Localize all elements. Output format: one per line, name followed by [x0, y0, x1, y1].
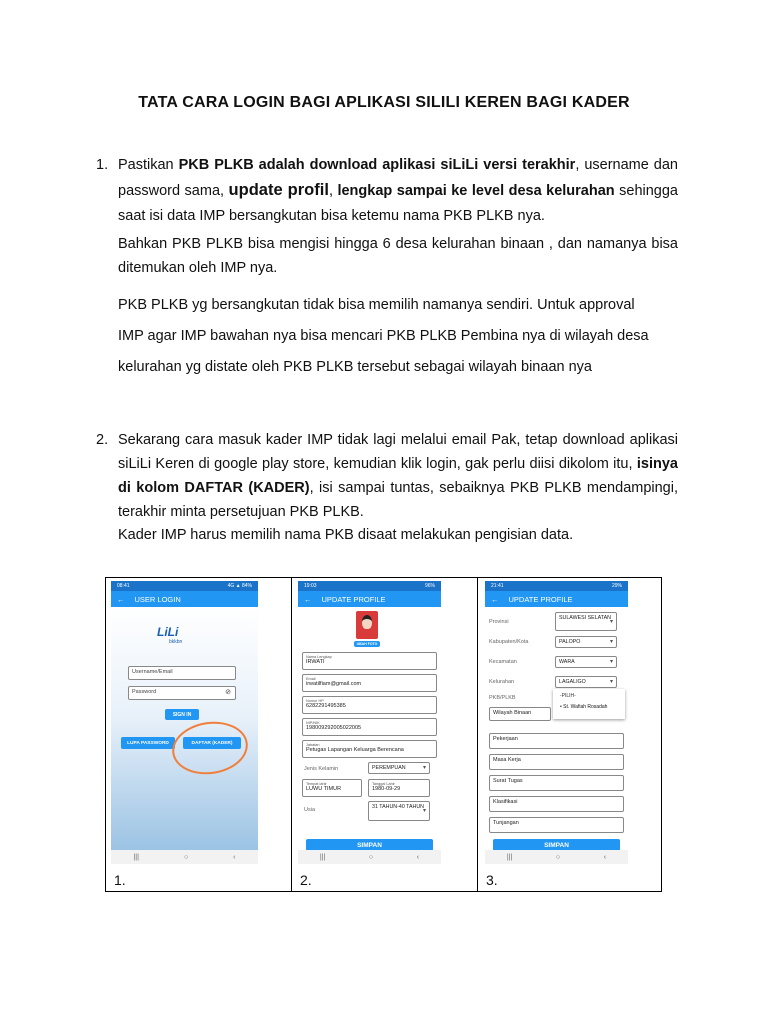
tanggal-lahir-field[interactable]: Tanggal Lahir 1980-09-29 [368, 779, 430, 797]
item1-paragraph3-line2: IMP agar IMP bawahan nya bisa mencari PKB PLKB Pembina nya di wilayah desa [118, 328, 649, 344]
app-logo: LiLi [157, 625, 179, 639]
wilayah-binaan-field[interactable]: Wilayah Binaan [489, 707, 551, 721]
item1-paragraph3-line3: kelurahan yg distate oleh PKB PLKB tersebut sebagai wilayah binaan nya [118, 359, 592, 375]
recents-icon[interactable]: ||| [319, 853, 326, 861]
nav-bar [111, 850, 258, 864]
phone-login [111, 581, 258, 864]
nav-bar [298, 850, 441, 864]
pkb-plkb-label: PKB/PLKB [489, 695, 516, 701]
pkb-option-wafiah[interactable]: • St. Wafiah Rosadah [560, 704, 608, 710]
back-icon[interactable]: ‹ [603, 853, 607, 861]
status-bar: 21:41 29% [485, 581, 628, 591]
screenshot-label-1: 1. [114, 872, 126, 888]
back-icon[interactable]: ‹ [233, 853, 236, 861]
password-input[interactable] [128, 686, 236, 700]
username-input[interactable]: Username/Email [128, 666, 236, 680]
item1-paragraph3-line1: PKB PLKB yg bersangkutan tidak bisa memilih namanya sendiri. Untuk approval [118, 297, 635, 313]
kabupaten-label: Kabupaten/Kota [489, 639, 529, 645]
kecamatan-select[interactable]: WARA ▾ [555, 656, 617, 668]
app-bar-title: USER LOGIN [134, 594, 181, 604]
list-number-2: 2. [96, 432, 109, 448]
item1-bold-update: update profil [228, 181, 329, 199]
item1-paragraph1 [118, 153, 678, 229]
back-arrow-icon[interactable]: ← [491, 594, 499, 604]
avatar-face-icon [362, 615, 372, 629]
pkb-option-pilih[interactable]: -PILIH- [560, 693, 576, 699]
usia-label: Usia [304, 807, 316, 813]
back-arrow-icon[interactable]: ← [304, 594, 312, 604]
back-icon[interactable]: ‹ [416, 853, 420, 861]
recents-icon[interactable]: ||| [133, 853, 139, 861]
app-bar-title: UPDATE PROFILE [508, 594, 573, 604]
kecamatan-label: Kecamatan [489, 659, 517, 665]
item2-bold-daftar: isinya di kolom DAFTAR (KADER) [118, 456, 678, 496]
simpan-button[interactable]: SIMPAN [306, 839, 433, 851]
screenshot-label-3: 3. [486, 872, 498, 888]
jenis-kelamin-label: Jenis Kelamin [304, 766, 339, 772]
app-bar-title: UPDATE PROFILE [321, 594, 386, 604]
nama-field[interactable]: Nama Lengkap IRWATI [302, 652, 437, 670]
nip-field[interactable]: NIP/NIK 198009292005022005 [302, 718, 437, 736]
usia-select[interactable]: 31 TAHUN-40 TAHUN ▾ [368, 801, 430, 821]
simpan-button[interactable]: SIMPAN [493, 839, 620, 851]
screenshot-cell-2 [292, 578, 478, 891]
item1-text: Pastikan [118, 157, 179, 173]
ubah-foto-button[interactable]: UBAH FOTO [354, 641, 380, 647]
app-bar [298, 591, 441, 607]
item2-paragraph1 [118, 428, 678, 524]
phone-update-profile-1 [298, 581, 441, 864]
home-icon[interactable]: ○ [368, 853, 374, 861]
screenshot-label-2: 2. [300, 872, 312, 888]
item2-text: Sekarang cara masuk kader IMP tidak lagi melalui email Pak, tetap download aplikasi siLiLi Keren di google play store, kemudian klik login, gak perlu diisi dikolom itu, [118, 432, 678, 472]
klasifikasi-field[interactable]: Klasifikasi [489, 796, 624, 812]
sign-in-button[interactable]: SIGN IN [165, 709, 199, 720]
app-logo-sub: bkkbn [169, 639, 183, 645]
status-bar: 19:03 96% [298, 581, 441, 591]
kelurahan-select[interactable]: LAGALIGO ▾ [555, 676, 617, 688]
list-number-1: 1. [96, 157, 109, 173]
provinsi-label: Provinsi [489, 619, 509, 625]
app-bar [111, 591, 258, 607]
pekerjaan-field[interactable]: Pekerjaan [489, 733, 624, 749]
masa-kerja-field[interactable]: Masa Kerja [489, 754, 624, 770]
lupa-password-button[interactable]: LUPA PASSWORD [121, 737, 175, 749]
jabatan-field[interactable]: Jabatan Petugas Lapangan Keluarga Berencana [302, 740, 437, 758]
screenshot-cell-3 [478, 578, 661, 891]
nav-bar [485, 850, 628, 864]
document-title: TATA CARA LOGIN BAGI APLIKASI SILILI KEREN BAGI KADER [138, 94, 630, 111]
kabupaten-select[interactable]: PALOPO ▾ [555, 636, 617, 648]
daftar-kader-button[interactable]: DAFTAR (KADER) [183, 737, 241, 749]
surat-tugas-field[interactable]: Surat Tugas [489, 775, 624, 791]
eye-icon[interactable]: ⊘ [225, 689, 231, 696]
screenshot-cell-1 [106, 578, 292, 891]
item1-paragraph2: Bahkan PKB PLKB bisa mengisi hingga 6 desa kelurahan binaan , dan namanya bisa ditemukan oleh IMP nya. [118, 236, 678, 276]
jenis-kelamin-select[interactable]: PEREMPUAN ▾ [368, 762, 430, 774]
item1-bold-download: PKB PLKB adalah download aplikasi siLiLi versi terakhir [178, 157, 576, 173]
home-icon[interactable]: ○ [183, 853, 189, 861]
back-arrow-icon[interactable]: ← [117, 594, 125, 604]
phone-update-profile-2 [485, 581, 628, 864]
email-field[interactable]: Email irwatilfiam@gmail.com [302, 674, 437, 692]
item1-text: , [328, 183, 338, 199]
provinsi-select[interactable]: SULAWESI SELATAN ▾ [555, 612, 617, 631]
status-bar: 08:41 4G ▲ 84% [111, 581, 258, 591]
password-placeholder: Password [132, 689, 157, 695]
kelurahan-label: Kelurahan [489, 679, 515, 685]
hp-field[interactable]: Nomor HP 6282291495385 [302, 696, 437, 714]
item2-text: , isi sampai tuntas, sebaiknya PKB PLKB mendampingi, terakhir minta persetujuan PKB PLKB. [118, 480, 678, 520]
item2-paragraph2: Kader IMP harus memilih nama PKB disaat melakukan pengisian data. [118, 527, 574, 543]
pkb-dropdown-menu[interactable] [553, 689, 625, 719]
tempat-lahir-field[interactable]: Tempat lahir LUWU TIMUR [302, 779, 362, 797]
tunjangan-field[interactable]: Tunjangan [489, 817, 624, 833]
screenshot-table [105, 577, 662, 892]
home-icon[interactable]: ○ [555, 853, 561, 861]
item1-bold-lengkap: lengkap sampai ke level desa kelurahan [337, 183, 615, 199]
item1-text: , username dan password sama, [118, 157, 679, 199]
recents-icon[interactable]: ||| [506, 853, 513, 861]
app-bar [485, 591, 628, 607]
profile-photo [356, 611, 378, 639]
item1-text: sehingga saat isi data IMP bersangkutan bisa ketemu nama PKB PLKB nya. [118, 183, 678, 224]
